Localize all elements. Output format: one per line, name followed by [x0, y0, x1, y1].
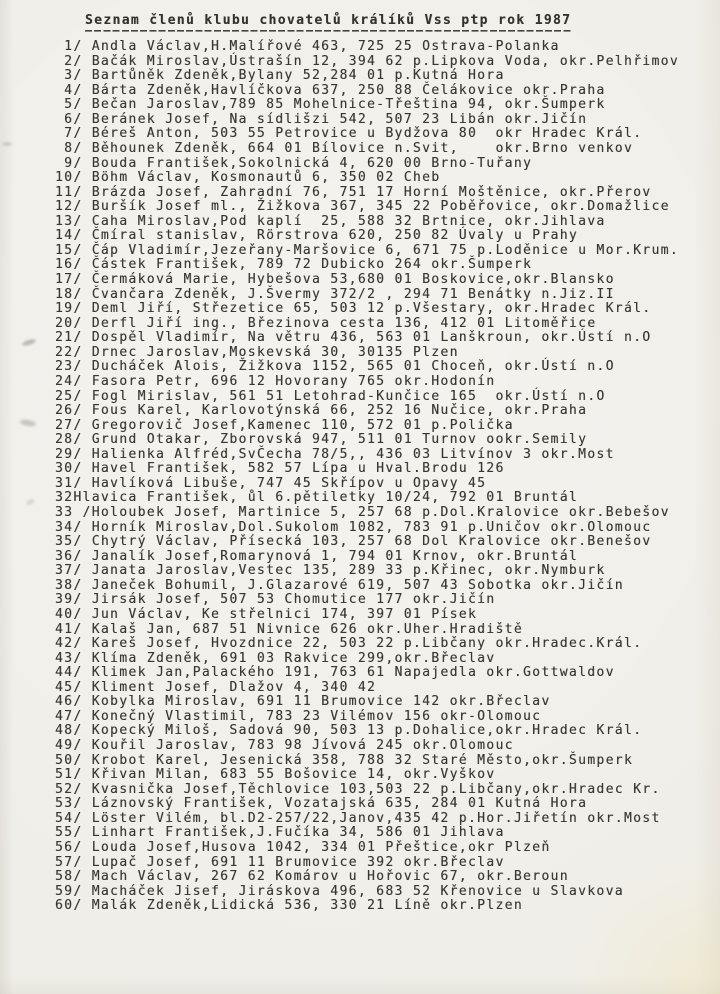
member-line: 51/ Křivan Milan, 683 55 Bošovice 14, okr.Vyškov [55, 767, 496, 783]
member-line: 35/ Chytrý Václav, Přísecká 103, 257 68 Dol Kralovice okr.Benešov [55, 534, 652, 550]
member-line: 8/ Běhounek Zdeněk, 664 01 Bílovice n.Svit, okr.Brno venkov [55, 140, 634, 156]
member-line: 44/ Klimek Jan,Palackého 191, 763 61 Napajedla okr.Gottwaldov [55, 665, 615, 681]
member-line: 50/ Krobot Karel, Jesenická 358, 788 32 Staré Město,okr.Šumperk [55, 752, 634, 768]
member-line: 30/ Havel František, 582 57 Lípa u Hval.Brodu 126 [55, 461, 505, 477]
member-line: 48/ Kopecký Miloš, Sadová 90, 503 13 p.Dohalice,okr.Hradec Král. [55, 723, 643, 739]
member-line: 14/ Čmíral stanislav, Rörstrova 620, 250 82 Úvaly u Prahy [55, 228, 579, 244]
member-line: 49/ Kouřil Jaroslav, 783 98 Jívová 245 okr.Olomouc [55, 738, 514, 753]
member-line: 18/ Čvančara Zdeněk, J.Švermy 372/2 , 294 71 Benátky n.Jiz.II [55, 286, 615, 302]
member-line: 36/ Janalík Josef,Romarynová 1, 794 01 Krnov, okr.Bruntál [55, 548, 579, 564]
member-line: 57/ Lupač Josef, 691 11 Brumovice 392 okr.Břeclav [55, 854, 505, 870]
member-line: 13/ Caha Miroslav,Pod kaplí 25, 588 32 Brtnice, okr.Jihlava [55, 213, 606, 229]
member-line: 11/ Brázda Josef, Zahradní 76, 751 17 Horní Moštěnice, okr.Přerov [55, 184, 652, 200]
scan-smudge [26, 498, 36, 505]
member-line: 45/ Kliment Josef, Dlažov 4, 340 42 [55, 679, 377, 695]
member-line: 55/ Linhart František,J.Fučíka 34, 586 01 Jihlava [55, 825, 505, 841]
member-line: 60/ Malák Zdeněk,Lidická 536, 330 21 Líně okr.Plzen [55, 898, 524, 914]
member-line: 31/ Havlíková Libuše, 747 45 Skřípov u Opavy 45 [55, 475, 487, 491]
member-line: 4/ Bárta Zdeněk,Havlíčkova 637, 250 88 Čelákovice okr.Praha [55, 82, 606, 98]
scan-smudge [2, 142, 12, 146]
member-line: 2/ Bačák Miroslav,Ústrašín 12, 394 62 p.Lipkova Voda, okr.Pelhřimov [55, 53, 680, 69]
member-line: 25/ Fogl Mirislav, 561 51 Letohrad-Kunčice 165 okr.Ústí n.O [55, 388, 606, 404]
member-line: 1/ Andla Václav,H.Malířové 463, 725 25 Ostrava-Polanka [55, 39, 560, 54]
member-line: 56/ Louda Josef,Husova 1042, 334 01 Přeštice,okr Plzeň [55, 839, 551, 855]
member-line: 15/ Čáp Vladimír,Jezeřany-Maršovice 6, 671 75 p.Loděnice u Mor.Krum. [55, 242, 680, 258]
member-line: 52/ Kvasnička Josef,Těchlovice 103,503 22 p.Libčany,okr.Hradec Kr. [55, 781, 661, 797]
member-line: 38/ Janeček Bohumil, J.Glazarové 619, 507 43 Sobotka okr.Jičín [55, 577, 624, 593]
member-line: 46/ Kobylka Miroslav, 691 11 Brumovice 142 okr.Břeclav [55, 694, 551, 710]
member-line: 17/ Čermáková Marie, Hybešova 53,680 01 Boskovice,okr.Blansko [55, 272, 615, 287]
member-line: 32Hlavica František, ůl 6.pětiletky 10/24, 792 01 Bruntál [55, 490, 579, 506]
member-line: 43/ Klíma Zdeněk, 691 03 Rakvice 299,okr.Břeclav [55, 650, 496, 666]
member-line: 41/ Kalaš Jan, 687 51 Nivnice 626 okr.Uher.Hradiště [55, 621, 524, 637]
member-line: 37/ Janata Jaroslav,Vestec 135, 289 33 p.Křinec, okr.Nymburk [55, 563, 606, 579]
member-line: 39/ Jirsák Josef, 507 53 Chomutice 177 okr.Jičín [55, 592, 496, 608]
member-line: 5/ Bečan Jaroslav,789 85 Mohelnice-Třeština 94, okr.Šumperk [55, 97, 606, 113]
member-line: 28/ Grund Otakar, Zborovská 947, 511 01 Turnov ookr.Semily [55, 432, 588, 448]
member-line: 7/ Béreš Anton, 503 55 Petrovice u Bydžova 80 okr Hradec Král. [55, 126, 643, 142]
member-line: 58/ Mach Václav, 267 62 Komárov u Hořovic 67, okr.Beroun [55, 869, 569, 885]
member-line: 9/ Bouda František,Sokolnická 4, 620 00 Brno-Tuřany [55, 155, 533, 171]
member-line: 40/ Jun Václav, Ke střelnici 174, 397 01 Písek [55, 606, 478, 622]
member-line: 20/ Derfl Jiří ing., Březinova cesta 136, 412 01 Litoměřice [55, 315, 597, 331]
member-line: 42/ Kareš Josef, Hvozdnice 22, 503 22 p.Libčany okr.Hradec.Král. [55, 636, 643, 652]
member-line: 12/ Buršík Josef ml., Žižkova 367, 345 22 Poběřovice, okr.Domažlice [55, 199, 670, 215]
member-line: 16/ Částek František, 789 72 Dubicko 264 okr.Šumperk [55, 257, 533, 273]
member-list [55, 40, 705, 914]
member-line: 54/ Löster Vilém, bl.D2-257/22,Janov,435 42 p.Hor.Jiřetín okr.Most [55, 810, 661, 826]
member-line: 19/ Deml Jiří, Střezetice 65, 503 12 p.Všestary, okr.Hradec Král. [55, 301, 652, 317]
member-line: 6/ Beránek Josef, Na sídlišzi 542, 507 23 Libán okr.Jičín [55, 111, 588, 127]
member-line: 59/ Macháček Jisef, Jiráskova 496, 683 52 Křenovice u Slavkova [55, 883, 624, 899]
member-line: 22/ Drnec Jaroslav,Moskevská 30, 30135 Plzen [55, 344, 459, 360]
member-line: 10/ Böhm Václav, Kosmonautů 6, 350 02 Cheb [55, 170, 441, 186]
member-line: 47/ Konečný Vlastimil, 783 23 Vilémov 156 okr-Olomouc [55, 708, 542, 724]
scan-smudge [20, 419, 37, 428]
member-line: 27/ Gregorovič Josef,Kamenec 110, 572 01 p.Polička [55, 417, 514, 433]
member-line: 23/ Ducháček Alois, Žižkova 1152, 565 01 Choceň, okr.Ústí n.O [55, 359, 615, 375]
member-line: 34/ Horník Miroslav,Dol.Sukolom 1082, 783 91 p.Uničov okr.Olomouc [55, 519, 652, 535]
member-line: 26/ Fous Karel, Karlovotýnská 66, 252 16 Nučice, okr.Praha [55, 403, 588, 419]
scan-smudge [22, 338, 37, 347]
member-line: 24/ Fasora Petr, 696 12 Hovorany 765 okr.Hodonín [55, 373, 496, 389]
member-line: 3/ Bartůněk Zdeněk,Bylany 52,284 01 p.Kutná Hora [55, 68, 505, 84]
member-line: 53/ Láznovský František, Vozatajská 635, 284 01 Kutná Hora [55, 796, 588, 812]
member-line: 33 /Holoubek Josef, Martinice 5, 257 68 p.Dol.Kralovice okr.Bebešov [55, 505, 670, 520]
member-line: 29/ Halienka Alfréd,SvČecha 78/5,, 436 03 Litvínov 3 okr.Most [55, 446, 615, 462]
member-line: 21/ Dospěl Vladimír, Na větru 436, 563 01 Lanškroun, okr.Ústí n.O [55, 330, 652, 346]
document-title: Seznam členů klubu chovatelů králíků Vss ptp rok 1987 [85, 12, 571, 32]
